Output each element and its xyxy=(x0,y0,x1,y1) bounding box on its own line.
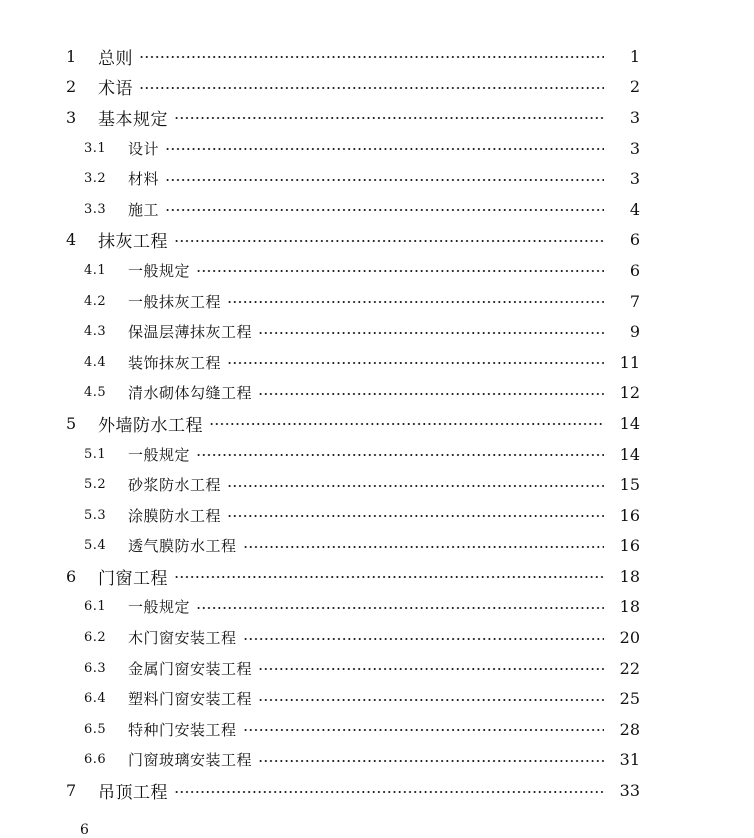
toc-entry-title: 施工 xyxy=(128,200,160,219)
toc-section-row xyxy=(0,194,754,225)
toc-dot-leader xyxy=(139,87,604,89)
toc-entry-number: 6.4 xyxy=(84,691,107,707)
toc-dot-leader xyxy=(258,393,604,395)
toc-dot-leader xyxy=(165,148,604,150)
toc-entry-page-number: 7 xyxy=(629,291,640,311)
toc-entry-number: 3 xyxy=(66,107,77,127)
toc-entry-number: 5 xyxy=(66,413,77,433)
toc-entry-title: 总则 xyxy=(98,48,133,69)
toc-entry-number: 5.2 xyxy=(84,477,107,493)
toc-entry-title: 清水砌体勾缝工程 xyxy=(128,384,253,403)
toc-entry-title: 术语 xyxy=(98,79,133,100)
toc-entry-title: 门窗玻璃安装工程 xyxy=(128,751,253,770)
toc-entry-title: 材料 xyxy=(128,170,160,189)
toc-section-row xyxy=(0,500,754,531)
toc-dot-leader xyxy=(139,56,604,58)
toc-dot-leader xyxy=(196,607,604,609)
toc-entry-title: 一般抹灰工程 xyxy=(128,292,222,311)
toc-entry-number: 2 xyxy=(66,77,77,97)
toc-entry-number: 4.4 xyxy=(84,354,107,370)
toc-entry-title: 透气膜防水工程 xyxy=(128,537,237,556)
toc-entry-number: 5.4 xyxy=(84,538,107,554)
toc-entry-page-number: 9 xyxy=(629,322,640,342)
toc-dot-leader xyxy=(227,515,604,517)
toc-section-row xyxy=(0,133,754,164)
toc-dot-leader xyxy=(165,179,604,181)
toc-entry-number: 7 xyxy=(66,781,77,801)
toc-section-row xyxy=(0,469,754,500)
toc-dot-leader xyxy=(243,546,604,548)
toc-entry-title: 门窗工程 xyxy=(98,568,168,589)
toc-entry-number: 6.6 xyxy=(84,752,107,768)
toc-entry-page-number: 33 xyxy=(619,781,640,801)
toc-entry-number: 4.3 xyxy=(84,324,107,340)
toc-entry-number: 6.3 xyxy=(84,660,107,676)
toc-section-row xyxy=(0,531,754,562)
toc-entry-title: 抹灰工程 xyxy=(98,232,168,253)
toc-entry-number: 4 xyxy=(66,230,77,250)
toc-entry-page-number: 6 xyxy=(629,230,640,250)
toc-entry-page-number: 18 xyxy=(619,566,640,586)
toc-entry-title: 金属门窗安装工程 xyxy=(128,659,253,678)
toc-dot-leader xyxy=(227,301,604,303)
toc-entry-page-number: 18 xyxy=(619,597,640,617)
toc-chapter-row xyxy=(0,102,754,133)
toc-entry-title: 基本规定 xyxy=(98,109,168,130)
toc-section-row xyxy=(0,163,754,194)
toc-chapter-row xyxy=(0,561,754,592)
toc-entry-title: 一般规定 xyxy=(128,598,191,617)
toc-section-row xyxy=(0,683,754,714)
toc-section-row xyxy=(0,714,754,745)
toc-entry-page-number: 25 xyxy=(619,689,640,709)
toc-entry-title: 特种门安装工程 xyxy=(128,720,237,739)
toc-entry-title: 一般规定 xyxy=(128,261,191,280)
toc-entry-title: 装饰抹灰工程 xyxy=(128,353,222,372)
toc-entry-number: 6.2 xyxy=(84,630,107,646)
toc-entry-page-number: 3 xyxy=(629,138,640,158)
toc-entry-title: 保温层薄抹灰工程 xyxy=(128,323,253,342)
toc-entry-page-number: 4 xyxy=(629,199,640,219)
toc-entry-title: 一般规定 xyxy=(128,445,191,464)
toc-entry-number: 3.2 xyxy=(84,171,107,187)
toc-dot-leader xyxy=(174,240,604,242)
toc-dot-leader xyxy=(243,638,604,640)
toc-dot-leader xyxy=(174,576,604,578)
toc-entry-title: 塑料门窗安装工程 xyxy=(128,690,253,709)
toc-dot-leader xyxy=(227,485,604,487)
toc-entry-page-number: 14 xyxy=(619,413,640,433)
toc-dot-leader xyxy=(243,729,604,731)
toc-entry-number: 3.3 xyxy=(84,201,107,217)
toc-dot-leader xyxy=(258,699,604,701)
toc-chapter-row xyxy=(0,41,754,72)
toc-entry-page-number: 2 xyxy=(629,77,640,97)
toc-entry-number: 3.1 xyxy=(84,140,107,156)
toc-entry-page-number: 16 xyxy=(619,505,640,525)
toc-entry-page-number: 28 xyxy=(619,719,640,739)
toc-entry-number: 1 xyxy=(66,46,77,66)
toc-entry-page-number: 11 xyxy=(619,352,640,372)
toc-entry-title: 砂浆防水工程 xyxy=(128,476,222,495)
toc-dot-leader xyxy=(196,270,604,272)
toc-entry-page-number: 3 xyxy=(629,107,640,127)
toc-section-row xyxy=(0,255,754,286)
toc-dot-leader xyxy=(165,209,604,211)
table-of-contents xyxy=(0,41,754,806)
toc-entry-title: 设计 xyxy=(128,139,160,158)
toc-dot-leader xyxy=(209,423,604,425)
toc-dot-leader xyxy=(174,791,604,793)
toc-section-row xyxy=(0,745,754,776)
toc-entry-page-number: 15 xyxy=(619,475,640,495)
toc-entry-number: 4.5 xyxy=(84,385,107,401)
toc-entry-number: 6 xyxy=(66,566,77,586)
toc-entry-page-number: 31 xyxy=(619,750,640,770)
toc-chapter-row xyxy=(0,775,754,806)
toc-entry-number: 4.2 xyxy=(84,293,107,309)
toc-entry-page-number: 22 xyxy=(619,658,640,678)
toc-entry-number: 6.1 xyxy=(84,599,107,615)
toc-entry-title: 外墙防水工程 xyxy=(98,415,203,436)
toc-entry-number: 6.5 xyxy=(84,721,107,737)
toc-entry-number: 5.3 xyxy=(84,507,107,523)
toc-entry-page-number: 14 xyxy=(619,444,640,464)
toc-entry-title: 涂膜防水工程 xyxy=(128,506,222,525)
toc-section-row xyxy=(0,347,754,378)
toc-dot-leader xyxy=(258,668,604,670)
toc-section-row xyxy=(0,439,754,470)
toc-dot-leader xyxy=(227,362,604,364)
toc-dot-leader xyxy=(196,454,604,456)
toc-entry-page-number: 3 xyxy=(629,169,640,189)
toc-section-row xyxy=(0,622,754,653)
toc-entry-page-number: 16 xyxy=(619,536,640,556)
toc-entry-number: 5.1 xyxy=(84,446,107,462)
toc-chapter-row xyxy=(0,408,754,439)
toc-dot-leader xyxy=(258,760,604,762)
toc-chapter-row xyxy=(0,225,754,256)
toc-dot-leader xyxy=(258,332,604,334)
toc-section-row xyxy=(0,316,754,347)
toc-entry-page-number: 12 xyxy=(619,383,640,403)
page-footer-number: 6 xyxy=(80,822,89,838)
toc-entry-number: 4.1 xyxy=(84,262,107,278)
toc-entry-title: 木门窗安装工程 xyxy=(128,629,237,648)
toc-dot-leader xyxy=(174,117,604,119)
toc-chapter-row xyxy=(0,72,754,103)
toc-entry-title: 吊顶工程 xyxy=(98,783,168,804)
toc-entry-page-number: 6 xyxy=(629,260,640,280)
toc-section-row xyxy=(0,286,754,317)
toc-entry-page-number: 20 xyxy=(619,628,640,648)
toc-section-row xyxy=(0,592,754,623)
toc-entry-page-number: 1 xyxy=(629,46,640,66)
toc-section-row xyxy=(0,653,754,684)
toc-section-row xyxy=(0,378,754,409)
